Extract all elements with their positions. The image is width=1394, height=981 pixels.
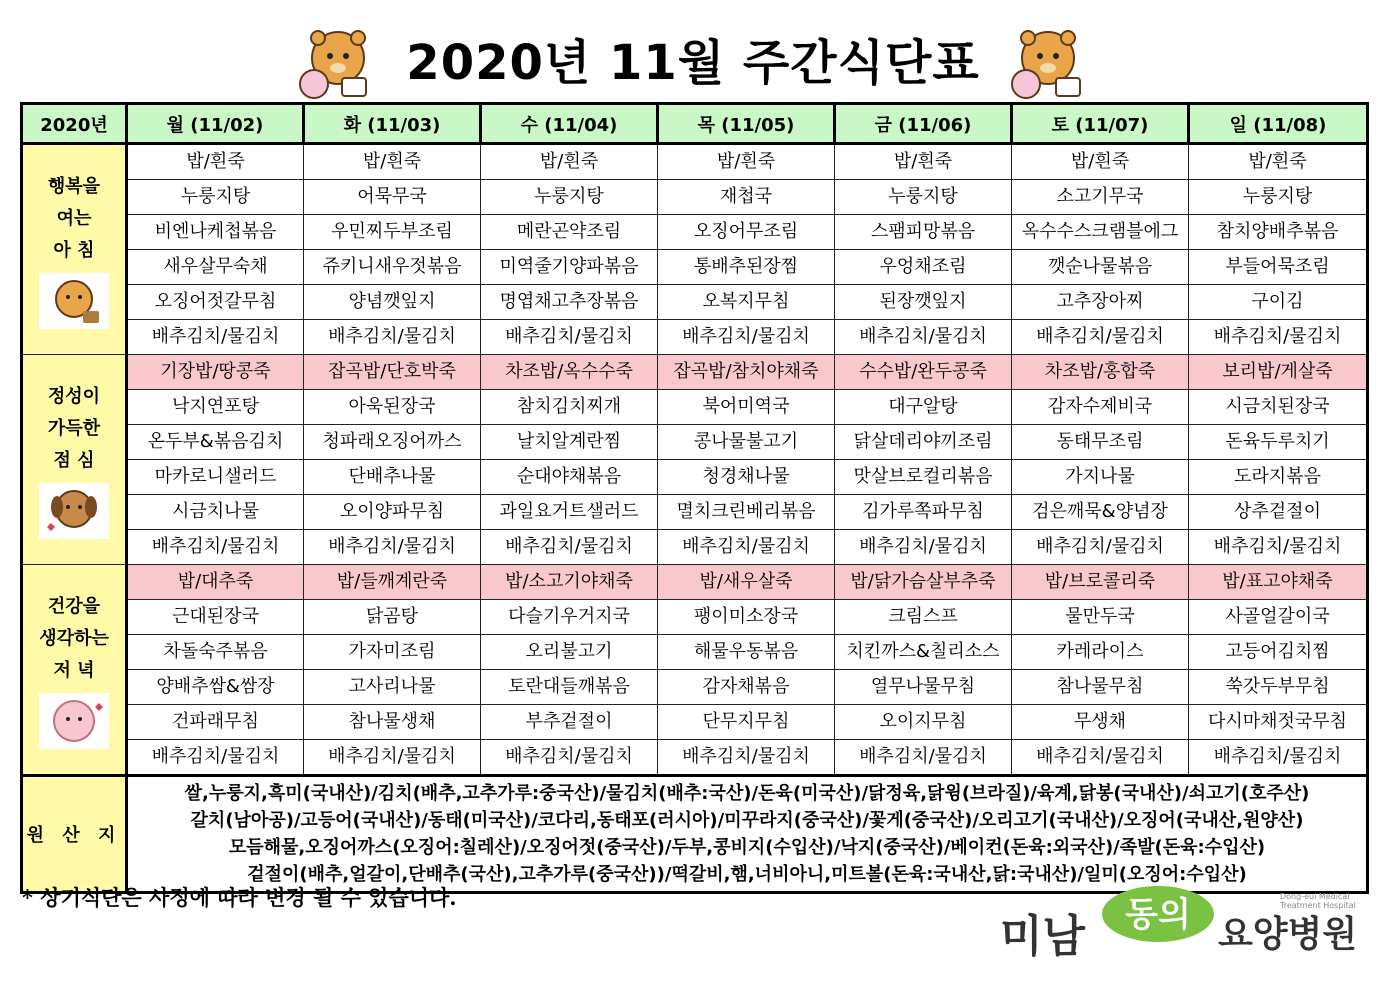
menu-cell: 재첩국: [658, 180, 835, 215]
menu-row: [22, 320, 1368, 355]
menu-row: [22, 600, 1368, 635]
meal-label-line: 생각하는: [39, 627, 109, 649]
day-header: 화 (11/03): [304, 104, 481, 144]
page-title: 2020년 11월 주간식단표: [406, 35, 980, 91]
menu-cell: 배추김치/물김치: [658, 740, 835, 776]
origin-label: 원 산 지: [22, 776, 127, 893]
peach-mascot-icon: [39, 693, 109, 749]
porridge-cell: 밥/소고기야채죽: [481, 565, 658, 600]
menu-cell: 양념깻잎지: [304, 285, 481, 320]
hospital-logo: [1000, 876, 1366, 968]
menu-row: [22, 144, 1368, 180]
menu-cell: 단무지무침: [658, 705, 835, 740]
footnote: * 상기식단은 사정에 따라 변경 될 수 있습니다.: [22, 885, 457, 910]
day-header: 금 (11/06): [835, 104, 1012, 144]
porridge-cell: 보리밥/게살죽: [1189, 355, 1368, 390]
menu-cell: 소고기무국: [1012, 180, 1189, 215]
logo-text: 요양병원: [1218, 914, 1358, 955]
menu-cell: 사골얼갈이국: [1189, 600, 1368, 635]
menu-cell: 가자미조림: [304, 635, 481, 670]
menu-cell: 고추장아찌: [1012, 285, 1189, 320]
menu-cell: 도라지볶음: [1189, 460, 1368, 495]
porridge-cell: 밥/브로콜리죽: [1012, 565, 1189, 600]
day-header: 월 (11/02): [127, 104, 304, 144]
origin-line: 갈치(남아공)/고등어(국내산)/동태(미국산)/코다리,동태포(러시아)/미꾸라지(중국산)/꽃게(중국산)/오리고기(국내산)/오징어(국내산,원양산): [190, 810, 1304, 831]
menu-cell: 시금치된장국: [1189, 390, 1368, 425]
menu-cell: 카레라이스: [1012, 635, 1189, 670]
menu-row: [22, 460, 1368, 495]
menu-cell: 부들어묵조림: [1189, 250, 1368, 285]
menu-cell: 참나물무침: [1012, 670, 1189, 705]
menu-cell: 비엔나케첩볶음: [127, 215, 304, 250]
menu-cell: 누룽지탕: [127, 180, 304, 215]
menu-cell: 우엉채조림: [835, 250, 1012, 285]
menu-cell: 배추김치/물김치: [1012, 530, 1189, 565]
menu-cell: 부추겉절이: [481, 705, 658, 740]
menu-cell: 밥/흰죽: [835, 144, 1012, 180]
menu-row: [22, 180, 1368, 215]
menu-cell: 맛살브로컬리볶음: [835, 460, 1012, 495]
porridge-cell: 잡곡밥/참치야채죽: [658, 355, 835, 390]
menu-cell: 배추김치/물김치: [127, 530, 304, 565]
menu-row: [22, 495, 1368, 530]
menu-cell: 깻순나물볶음: [1012, 250, 1189, 285]
menu-cell: 검은깨묵&양념장: [1012, 495, 1189, 530]
menu-cell: 밥/흰죽: [304, 144, 481, 180]
menu-cell: 근대된장국: [127, 600, 304, 635]
header-row: [22, 104, 1368, 144]
menu-cell: 배추김치/물김치: [658, 530, 835, 565]
menu-cell: 상추겉절이: [1189, 495, 1368, 530]
dog-mascot-icon: [39, 483, 109, 539]
meal-label: [22, 565, 127, 776]
menu-cell: 오이양파무침: [304, 495, 481, 530]
menu-cell: 차돌숙주볶음: [127, 635, 304, 670]
menu-cell: 누룽지탕: [481, 180, 658, 215]
menu-cell: 배추김치/물김치: [304, 320, 481, 355]
menu-cell: 참치양배추볶음: [1189, 215, 1368, 250]
porridge-cell: 차조밥/홍합죽: [1012, 355, 1189, 390]
menu-cell: 물만두국: [1012, 600, 1189, 635]
menu-row: [22, 635, 1368, 670]
menu-cell: 가지나물: [1012, 460, 1189, 495]
menu-cell: 통배추된장찜: [658, 250, 835, 285]
day-header: 목 (11/05): [658, 104, 835, 144]
menu-cell: 아욱된장국: [304, 390, 481, 425]
menu-cell: 배추김치/물김치: [304, 530, 481, 565]
menu-cell: 마카로니샐러드: [127, 460, 304, 495]
menu-cell: 고등어김치찜: [1189, 635, 1368, 670]
menu-cell: 배추김치/물김치: [835, 740, 1012, 776]
menu-cell: 시금치나물: [127, 495, 304, 530]
menu-row: [22, 425, 1368, 460]
porridge-cell: 밥/새우살죽: [658, 565, 835, 600]
menu-cell: 배추김치/물김치: [658, 320, 835, 355]
menu-cell: 옥수수스크램블에그: [1012, 215, 1189, 250]
menu-cell: 과일요거트샐러드: [481, 495, 658, 530]
menu-cell: 미역줄기양파볶음: [481, 250, 658, 285]
menu-cell: 쑥갓두부무침: [1189, 670, 1368, 705]
meal-label-line: 건강을: [47, 595, 101, 617]
menu-cell: 배추김치/물김치: [835, 530, 1012, 565]
menu-cell: 멸치크린베리볶음: [658, 495, 835, 530]
menu-cell: 닭곰탕: [304, 600, 481, 635]
menu-cell: 구이김: [1189, 285, 1368, 320]
menu-cell: 돈육두루치기: [1189, 425, 1368, 460]
menu-cell: 배추김치/물김치: [481, 320, 658, 355]
origin-line: 겉절이(배추,얼갈이,단배추(국산),고추가루(중국산))/떡갈비,햄,너비아니,미트볼(돈육:국내산,닭:국내산)/일미(오징어:수입산): [247, 864, 1247, 885]
menu-cell: 다시마채젓국무침: [1189, 705, 1368, 740]
menu-cell: 어묵무국: [304, 180, 481, 215]
menu-cell: 오복지무침: [658, 285, 835, 320]
menu-cell: 오이지무침: [835, 705, 1012, 740]
menu-row: [22, 355, 1368, 390]
menu-cell: 배추김치/물김치: [481, 530, 658, 565]
menu-cell: 감자채볶음: [658, 670, 835, 705]
menu-cell: 쥬키니새우젓볶음: [304, 250, 481, 285]
menu-cell: 배추김치/물김치: [1189, 740, 1368, 776]
menu-cell: 김가루쪽파무침: [835, 495, 1012, 530]
logo-subtext: Dong-eui Medical Treatment Hospital: [1280, 892, 1356, 910]
menu-cell: 밥/흰죽: [658, 144, 835, 180]
menu-row: [22, 565, 1368, 600]
menu-cell: 배추김치/물김치: [1012, 740, 1189, 776]
menu-cell: 고사리나물: [304, 670, 481, 705]
menu-cell: 배추김치/물김치: [481, 740, 658, 776]
porridge-cell: 밥/닭가슴살부추죽: [835, 565, 1012, 600]
meal-label-line: 정성이: [47, 385, 101, 407]
menu-cell: 스팸피망볶음: [835, 215, 1012, 250]
menu-cell: 배추김치/물김치: [1012, 320, 1189, 355]
menu-row: [22, 530, 1368, 565]
menu-row: [22, 740, 1368, 776]
menu-cell: 오징어무조림: [658, 215, 835, 250]
menu-cell: 대구알탕: [835, 390, 1012, 425]
menu-cell: 청경채나물: [658, 460, 835, 495]
menu-cell: 누룽지탕: [835, 180, 1012, 215]
menu-cell: 치킨까스&칠리소스: [835, 635, 1012, 670]
porridge-cell: 수수밥/완두콩죽: [835, 355, 1012, 390]
porridge-cell: 잡곡밥/단호박죽: [304, 355, 481, 390]
menu-cell: 우민찌두부조림: [304, 215, 481, 250]
menu-cell: 오징어젓갈무침: [127, 285, 304, 320]
meal-label-line: 아 침: [53, 239, 95, 261]
menu-cell: 배추김치/물김치: [127, 320, 304, 355]
logo-text: 미남: [1000, 911, 1086, 962]
menu-cell: 감자수제비국: [1012, 390, 1189, 425]
menu-cell: 다슬기우거지국: [481, 600, 658, 635]
porridge-cell: 밥/대추죽: [127, 565, 304, 600]
origin-row: [22, 776, 1368, 893]
menu-cell: 청파래오징어까스: [304, 425, 481, 460]
title-area: [288, 22, 1098, 102]
menu-cell: 배추김치/물김치: [304, 740, 481, 776]
bear-mascot-icon: [39, 273, 109, 329]
porridge-cell: 기장밥/땅콩죽: [127, 355, 304, 390]
meal-label-line: 여는: [56, 207, 92, 229]
menu-cell: 배추김치/물김치: [1189, 320, 1368, 355]
menu-cell: 순대야채볶음: [481, 460, 658, 495]
origin-text: [127, 776, 1368, 893]
menu-cell: 토란대들깨볶음: [481, 670, 658, 705]
menu-cell: 새우살무숙채: [127, 250, 304, 285]
menu-cell: 참치김치찌개: [481, 390, 658, 425]
origin-line: 쌀,누룽지,흑미(국내산)/김치(배추,고추가루:중국산)/물김치(배추:국산)/돈육(미국산)/닭정육,닭윙(브라질)/육계,닭봉(국내산)/쇠고기(호주산): [184, 783, 1310, 804]
meal-label-line: 행복을: [47, 175, 101, 197]
porridge-cell: 밥/들깨계란죽: [304, 565, 481, 600]
year-header: 2020년: [22, 104, 127, 144]
menu-row: [22, 285, 1368, 320]
menu-cell: 참나물생채: [304, 705, 481, 740]
meal-label-line: 가득한: [47, 417, 101, 439]
meal-label-line: 저 녁: [53, 659, 95, 681]
menu-cell: 밥/흰죽: [127, 144, 304, 180]
menu-cell: 밥/흰죽: [1189, 144, 1368, 180]
bear-mascot-icon: [288, 24, 380, 102]
menu-cell: 해물우동볶음: [658, 635, 835, 670]
menu-cell: 닭살데리야끼조림: [835, 425, 1012, 460]
menu-cell: 배추김치/물김치: [835, 320, 1012, 355]
menu-cell: 된장깻잎지: [835, 285, 1012, 320]
menu-cell: 콩나물불고기: [658, 425, 835, 460]
day-header: 토 (11/07): [1012, 104, 1189, 144]
menu-cell: 낙지연포탕: [127, 390, 304, 425]
porridge-cell: 차조밥/옥수수죽: [481, 355, 658, 390]
lion-mascot-icon: [1006, 24, 1098, 102]
menu-cell: 열무나물무침: [835, 670, 1012, 705]
menu-cell: 명엽채고추장볶음: [481, 285, 658, 320]
logo-emblem-text: 동의: [1125, 895, 1191, 935]
menu-cell: 팽이미소장국: [658, 600, 835, 635]
day-header: 수 (11/04): [481, 104, 658, 144]
menu-cell: 크림스프: [835, 600, 1012, 635]
menu-row: [22, 390, 1368, 425]
menu-cell: 온두부&볶음김치: [127, 425, 304, 460]
porridge-cell: 밥/표고야채죽: [1189, 565, 1368, 600]
menu-row: [22, 705, 1368, 740]
meal-label: [22, 355, 127, 565]
menu-row: [22, 670, 1368, 705]
day-header: 일 (11/08): [1189, 104, 1368, 144]
menu-row: [22, 250, 1368, 285]
menu-cell: 북어미역국: [658, 390, 835, 425]
menu-cell: 단배추나물: [304, 460, 481, 495]
menu-cell: 양배추쌈&쌈장: [127, 670, 304, 705]
menu-cell: 건파래무침: [127, 705, 304, 740]
menu-cell: 메란곤약조림: [481, 215, 658, 250]
menu-cell: 무생채: [1012, 705, 1189, 740]
menu-cell: 동태무조림: [1012, 425, 1189, 460]
menu-cell: 누룽지탕: [1189, 180, 1368, 215]
meal-label-line: 점 심: [53, 449, 95, 471]
menu-cell: 오리불고기: [481, 635, 658, 670]
menu-cell: 배추김치/물김치: [1189, 530, 1368, 565]
origin-line: 모듬해물,오징어까스(오징어:칠레산)/오징어젓(중국산)/두부,콩비지(수입산)/낙지(중국산)/베이컨(돈육:외국산)/족발(돈육:수입산): [228, 837, 1266, 858]
menu-cell: 배추김치/물김치: [127, 740, 304, 776]
menu-table: [20, 102, 1369, 894]
menu-cell: 밥/흰죽: [481, 144, 658, 180]
meal-label: [22, 144, 127, 355]
menu-cell: 날치알계란찜: [481, 425, 658, 460]
menu-row: [22, 215, 1368, 250]
menu-cell: 밥/흰죽: [1012, 144, 1189, 180]
logo-emblem: [1100, 880, 1216, 944]
